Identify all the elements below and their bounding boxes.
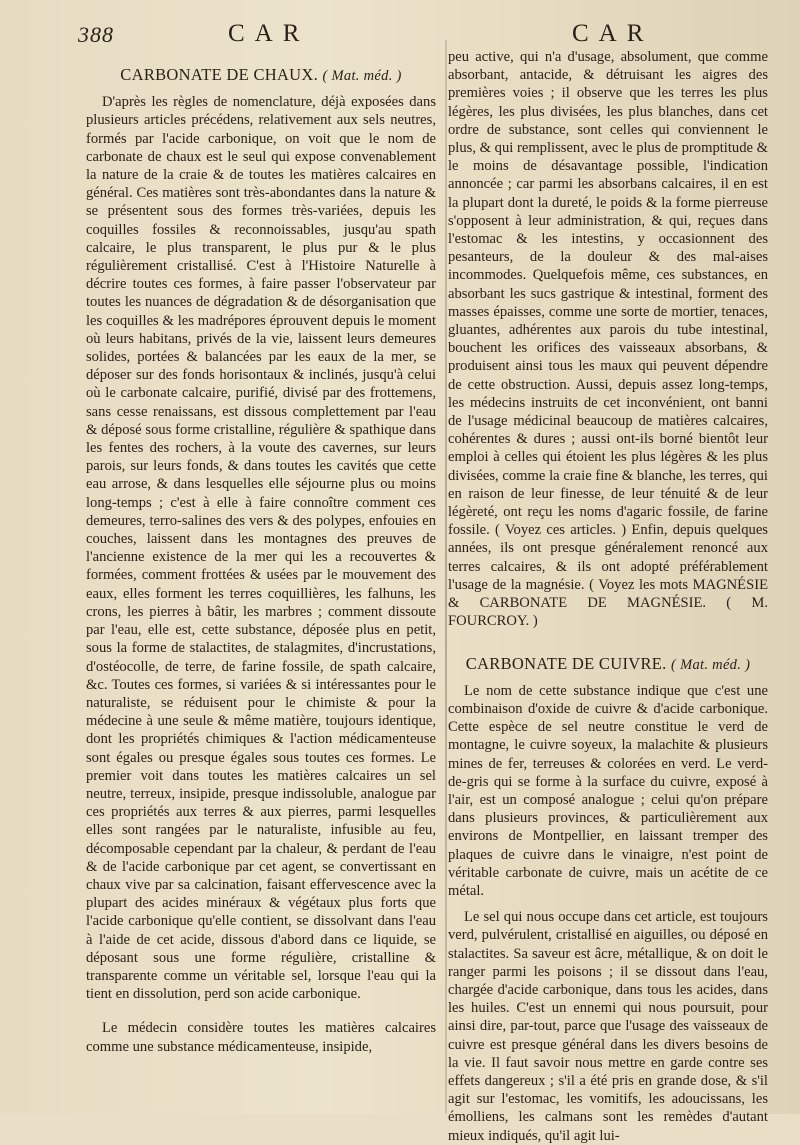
left-column bbox=[86, 58, 436, 1056]
paragraph-gap bbox=[86, 1003, 436, 1019]
paragraph: D'après les règles de nomenclature, déjà exposées dans plusieurs articles précédens, relativement aux sels neutres, formés par l'acide carbonique, on voit que le nom de carbonate de chaux est le seul qui expose convenablement la nature de la craie & de toutes les matières calcaires en général. Ces matières sont très-abondantes dans la nature & se présentent sous des formes très-variées, depuis les coquilles fossiles & reconnoissables, jusqu'au spath calcaire, le plus transparent, le plus pur & le plus régulièrement cristallisé. C'est à l'Histoire Naturelle à décrire toutes ces formes, à faire passer l'observateur par toutes les nuances de dégradation & de désorganisation que les coquilles & les madrépores éprouvent depuis le moment où leurs habitans, privés de la vie, laissent leurs demeures solides, portées & balancées par les eaux de la mer, se déposer sur des fonds horisontaux & inclinés, jusqu'à celui où le carbonate calcaire, purifié, divisé par des frottemens, sans cesse renaissans, est dissous complettement par l'eau & déposé sous forme cristalline, régulière & spathique dans les fentes des rochers, à la voute des cavernes, sur leurs parois, sur leurs fonds, & dans toutes les cavités que cette eau arrose, & dans lesquelles elle séjourne plus ou moins long-temps ; c'est à elle à faire connoître comment ces demeures, terro-salines des vers & des polypes, enfouies en couches, laissent dans les montagnes des preuves de l'ancienne existence de la mer qui les a recouvertes & formées, comment frottées & usées par le mouvement des eaux, elles forment les terres coquillières, les falhuns, les crons, les pierres à bâtir, les marbres ; comment dissoute par l'eau, elle est, cette substance, déposée plus en petit, sous la forme de stalactites, de stalagmites, d'incrustations, d'ostéocolle, de terre, de farine fossile, de spath calcaire, &c. Toutes ces formes, si variées & si intéressantes pour le naturaliste, se réduisent pour le chimiste & pour la médecine à une seule & même matière, toujours identique, dont les propriétés chimiques & l'action médicamenteuse sont égales ou presque égales sous toutes ces formes. Le premier voit dans toutes les matières calcaires un sel neutre, terreux, insipide, presque indissoluble, analogue par ces propriétés aux terres & aux pierres, parmi lesquelles elles sont rangées par le naturaliste, infusible au feu, décomposable cependant par la chaleur, & perdant de l'eau & de l'acide carbonique par cet agent, se convertissant en chaux vive par sa calcination, faisant effervescence avec la plupart des acides minéraux & végétaux plus forts que l'acide carbonique qu'elle contient, se dissolvant dans l'eau à l'aide de cet acide, dissous d'abord dans ce liquide, se déposant sous une forme régulière, cristalline & transparente comme un véritable sel, lorsque l'eau qui la tient en dissolution, perd son acide carbonique. bbox=[86, 94, 436, 1003]
paragraph: Le nom de cette substance indique que c'est une combinaison d'oxide de cuivre & d'acide carbonique. Cette espèce de sel neutre constitue le verd de montagne, le cuivre soyeux, la malachite & plusieurs mines de fer, terreuses & colorées en verd. Le verd-de-gris qui se forme à la surface du cuivre, exposé à l'air, est un composé analogue ; celui qu'on prépare dans plusieurs provinces, & particulièrement aux environs de Montpellier, en laissant tremper des plaques de cuivre dans le vinaigre, n'est point de véritable carbonate de cuivre, mais un acétite de ce métal. bbox=[448, 682, 768, 899]
running-head-left: CAR bbox=[228, 20, 310, 47]
heading-title: CARBONATE DE CUIVRE. bbox=[465, 653, 667, 673]
column-divider bbox=[445, 40, 447, 1114]
page-number: 388 bbox=[78, 22, 114, 47]
paragraph: Le sel qui nous occupe dans cet article, est toujours verd, pulvérulent, cristallisé en aiguilles, ou déposé en stalactites. Sa saveur est âcre, métallique, & on doit le ranger parmi les poisons ; il se dissout dans l'eau, chargée d'acide carbonique, dans tous les acides, dans les huiles. C'est un ennemi qui nous poursuit, pour ainsi dire, par-tout, parce que l'usage des vaisseaux de cuivre est presque général dans les divers besoins de la vie. Il faut savoir nous mettre en garde contre ses effets dangereux ; s'il a été pris en grande dose, & s'il agit sur l'estomac, les vomitifs, les adoucissans, les émolliens, les calmans sont les remèdes d'autant mieux indiqués, qu'il agit lui- bbox=[448, 909, 768, 1144]
paragraph-gap bbox=[448, 631, 768, 647]
article-heading-carbonate-de-cuivre bbox=[448, 655, 768, 674]
heading-reference: ( Mat. méd. ) bbox=[322, 68, 402, 84]
running-head-right: CAR bbox=[572, 20, 654, 47]
paragraph: Le médecin considère toutes les matières calcaires comme une substance médicamenteuse, insipide, bbox=[86, 1020, 436, 1055]
paragraph-gap bbox=[448, 900, 768, 908]
right-column bbox=[448, 48, 768, 1145]
paragraph: peu active, qui n'a d'usage, absolument, que comme absorbant, antacide, & détruisant les aigres des premières voies ; il observe que les terres les plus légères, les plus divisées, les plus blanches, dans cet ordre de substance, sont celles qui conviennent le plus, & qui remplissent, avec le plus de promptitude & le moins de désavantage possible, l'indication annoncée ; car parmi les absorbans calcaires, il en est la plupart dont la dureté, le poids & la forme pierreuse s'opposent à leur administration, & qui, reçues dans l'estomac & les intestins, y occasionnent des pesanteurs, de la douleur & des mal-aises incommodes. Quelquefois même, ces substances, en absorbant les sucs gastrique & intestinal, forment des masses épaisses, comme une sorte de mortier, tenaces, gluantes, adhérentes aux parois du tube intestinal, bouchent les orifices des vaisseaux absorbans, & produisent ainsi tous les maux qui peuvent dépendre de cette obstruction. Aussi, depuis assez long-temps, les médecins instruits de cet inconvénient, ont banni de l'usage médicinal beaucoup de matières calcaires, cohérentes & dures ; aussi ont-ils borné bientôt leur emploi à celles qui étoient les plus légères & les plus divisées, comme la craie fine & blanche, les terres, qui en raison de leur finesse, de leur ténuité & de leur légèreté, ont reçu les noms d'agaric fossile, de farine fossile. ( Voyez ces articles. ) Enfin, depuis quelques années, ils ont presque généralement renoncé aux terres calcaires, & ils ont adopté préférablement l'usage de la magnésie. ( Voyez les mots MAGNÉSIE & CARBONATE DE MAGNÉSIE. ( M. FOURCROY. ) bbox=[448, 49, 768, 630]
heading-title: CARBONATE DE CHAUX. bbox=[120, 65, 319, 84]
heading-reference: ( Mat. méd. ) bbox=[671, 656, 751, 673]
article-heading-carbonate-de-chaux bbox=[86, 66, 436, 85]
